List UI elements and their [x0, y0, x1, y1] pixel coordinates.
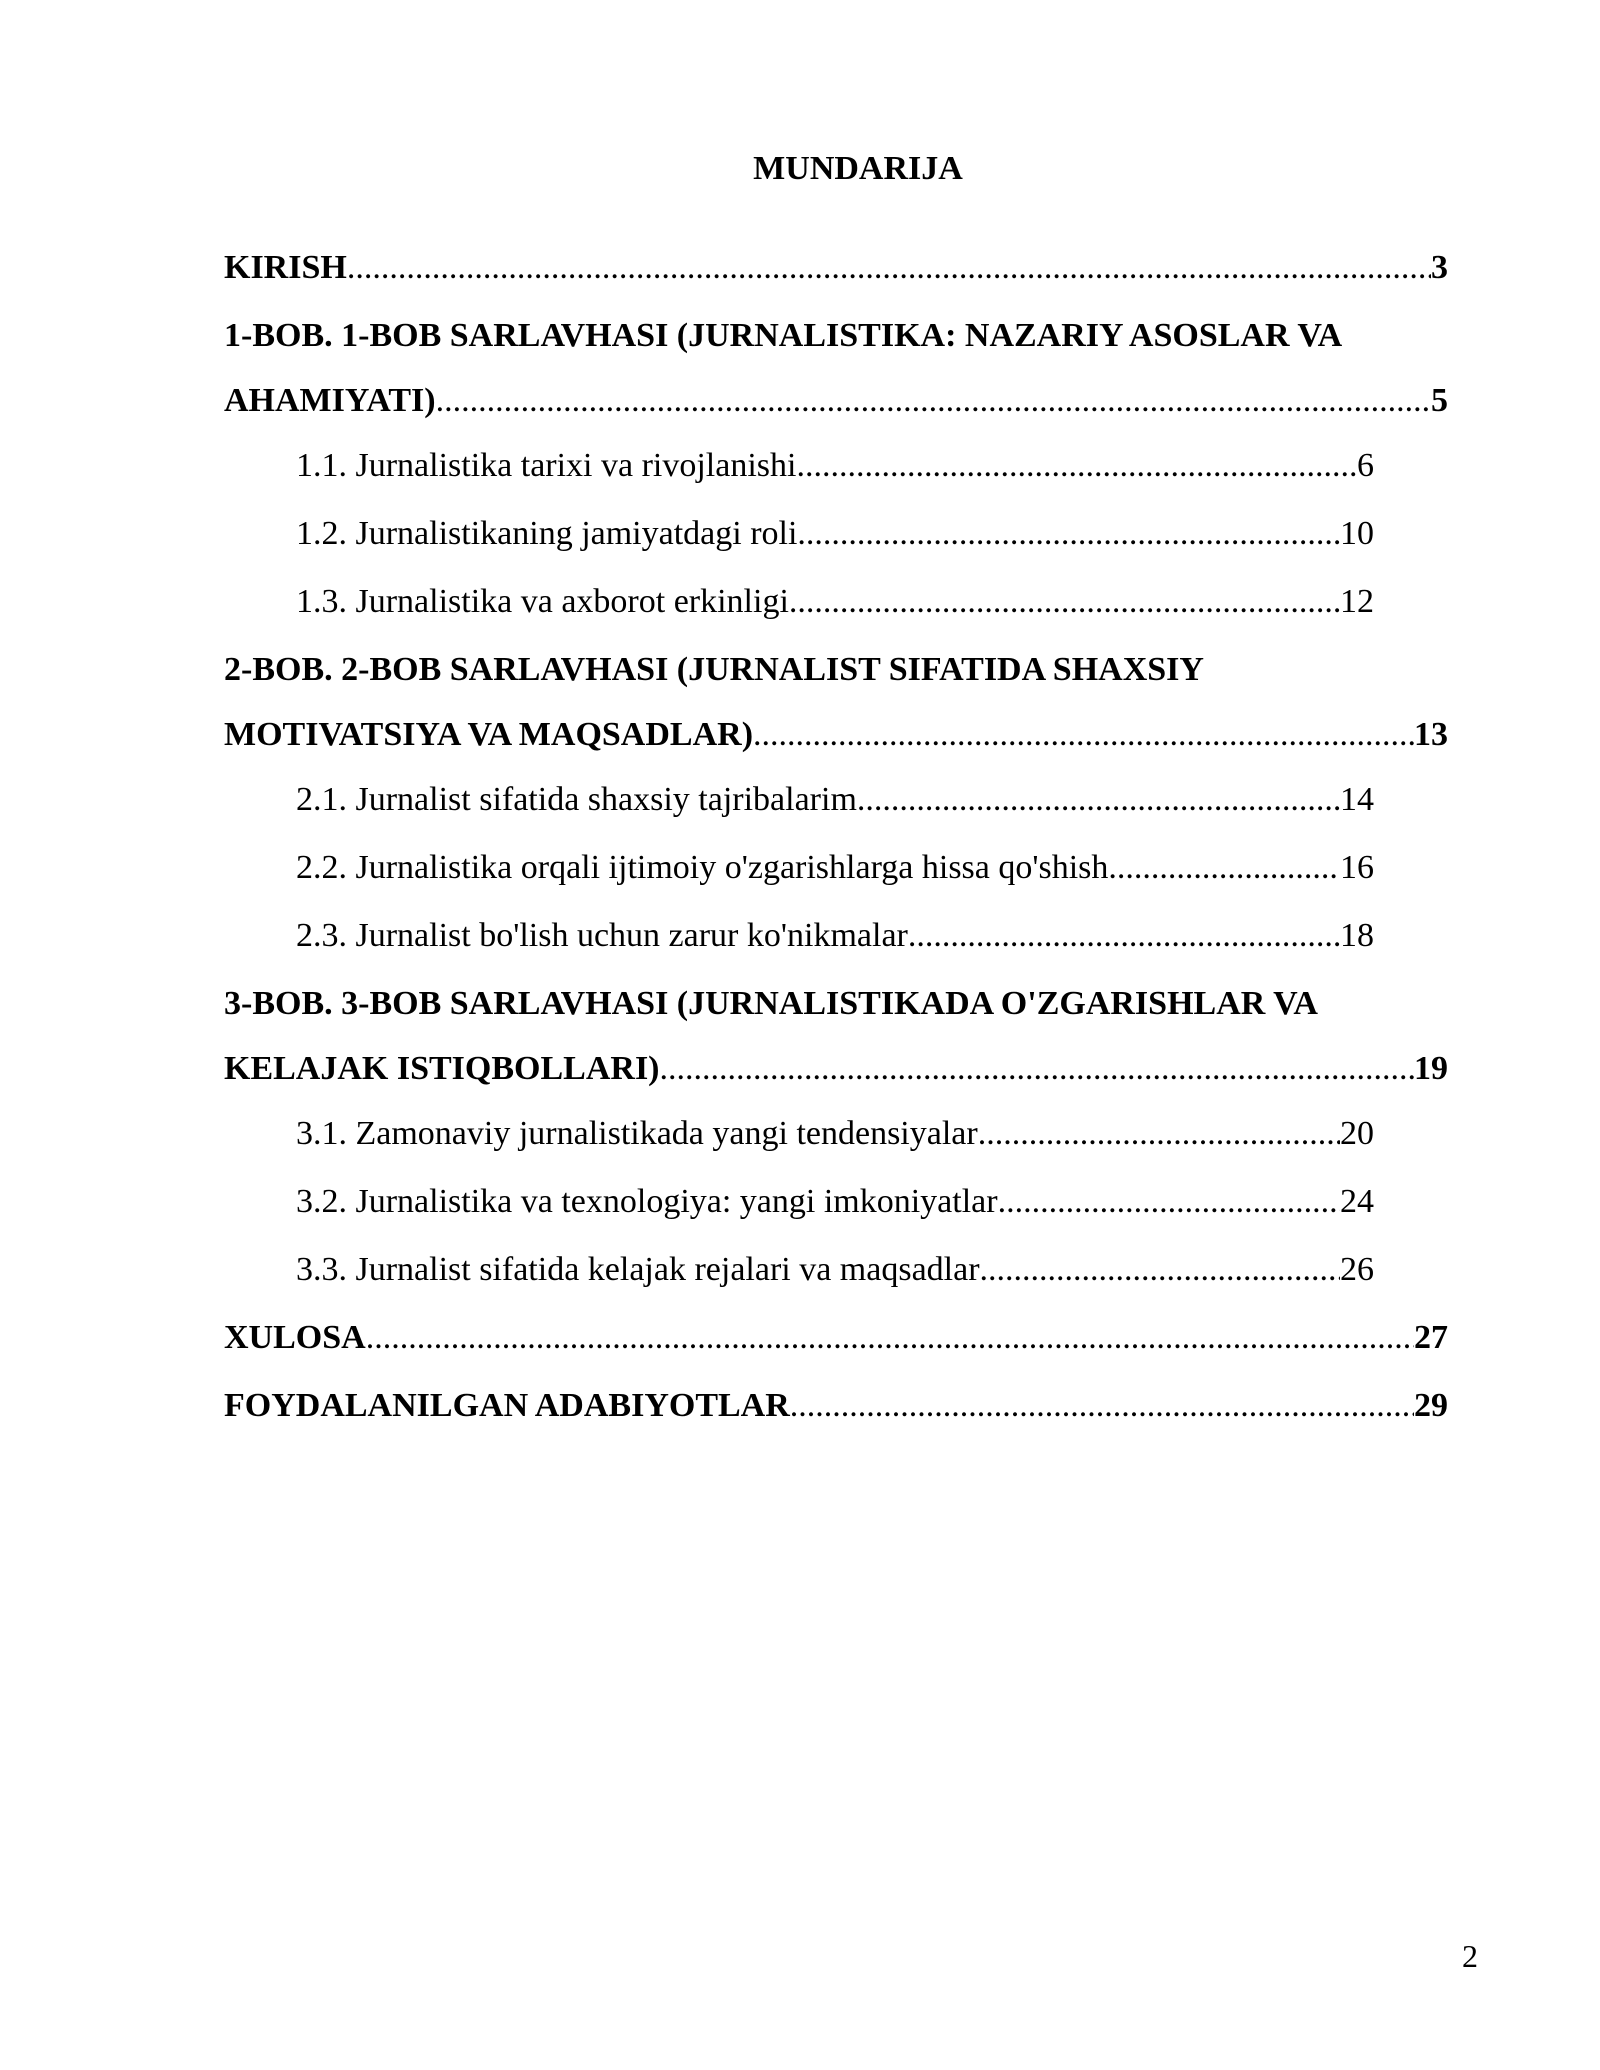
dot-leader — [980, 1236, 1340, 1304]
toc-page: 27 — [1414, 1319, 1448, 1356]
toc-page: 18 — [1340, 917, 1374, 954]
dot-leader — [660, 1038, 1415, 1100]
toc-label: 3.3. Jurnalist sifatida kelajak rejalari va maqsadlar — [296, 1251, 980, 1288]
toc-chapter-title-line2: MOTIVATSIYA VA MAQSADLAR) — [224, 716, 754, 753]
toc-entry-1-2[interactable] — [296, 500, 1374, 568]
toc-chapter-title-line2: AHAMIYATI) — [224, 382, 436, 419]
dot-leader — [790, 1372, 1414, 1440]
toc-label: 2.3. Jurnalist bo'lish uchun zarur ko'nikmalar — [296, 917, 908, 954]
toc-page: 13 — [1414, 716, 1448, 753]
dot-leader — [1108, 834, 1340, 902]
dot-leader — [753, 704, 1414, 766]
dot-leader — [998, 1168, 1340, 1236]
toc-page: 10 — [1340, 515, 1374, 552]
toc-entry-2-1[interactable] — [296, 766, 1374, 834]
dot-leader — [978, 1100, 1340, 1168]
toc-entry-1-3[interactable] — [296, 568, 1374, 636]
toc-label: 1.1. Jurnalistika tarixi va rivojlanishi — [296, 447, 797, 484]
toc-chapter-title-line1: 1-BOB. 1-BOB SARLAVHASI (JURNALISTIKA: NAZARIY ASOSLAR VA — [224, 317, 1343, 354]
toc-label: 1.2. Jurnalistikaning jamiyatdagi roli — [296, 515, 798, 552]
toc-entry-3-1[interactable] — [296, 1100, 1374, 1168]
toc-entry-xulosa[interactable] — [224, 1304, 1448, 1372]
toc-page: 20 — [1340, 1115, 1374, 1152]
dot-leader — [797, 500, 1340, 568]
toc-entry-chapter-3[interactable] — [224, 970, 1448, 1100]
toc-page: 6 — [1357, 447, 1374, 484]
dot-leader — [857, 766, 1340, 834]
toc-page: 19 — [1414, 1050, 1448, 1087]
dot-leader — [366, 1304, 1414, 1372]
dot-leader — [789, 568, 1340, 636]
toc-label: 3.1. Zamonaviy jurnalistikada yangi tendensiyalar — [296, 1115, 978, 1152]
toc-page: 29 — [1414, 1387, 1448, 1424]
toc-chapter-title-line1: 2-BOB. 2-BOB SARLAVHASI (JURNALIST SIFATIDA SHAXSIY — [224, 651, 1204, 688]
toc-entry-kirish[interactable] — [224, 234, 1448, 302]
toc-label: FOYDALANILGAN ADABIYOTLAR — [224, 1387, 790, 1424]
toc-entry-3-3[interactable] — [296, 1236, 1374, 1304]
toc-label: 2.1. Jurnalist sifatida shaxsiy tajribalarim — [296, 781, 857, 818]
page-title: MUNDARIJA — [753, 150, 963, 187]
table-of-contents — [224, 234, 1448, 1440]
toc-label: 3.2. Jurnalistika va texnologiya: yangi imkoniyatlar — [296, 1183, 998, 1220]
toc-label: 1.3. Jurnalistika va axborot erkinligi — [296, 583, 789, 620]
toc-label: 2.2. Jurnalistika orqali ijtimoiy o'zgarishlarga hissa qo'shish — [296, 849, 1109, 886]
toc-entry-1-1[interactable] — [296, 432, 1374, 500]
dot-leader — [908, 902, 1340, 970]
toc-page: 5 — [1431, 382, 1448, 419]
toc-entry-adabiyotlar[interactable] — [224, 1372, 1448, 1440]
toc-entry-chapter-2[interactable] — [224, 636, 1448, 766]
toc-page: 24 — [1340, 1183, 1374, 1220]
toc-page: 3 — [1431, 249, 1448, 286]
toc-entry-3-2[interactable] — [296, 1168, 1374, 1236]
toc-page: 26 — [1340, 1251, 1374, 1288]
toc-chapter-title-line1: 3-BOB. 3-BOB SARLAVHASI (JURNALISTIKADA O'ZGARISHLAR VA — [224, 985, 1318, 1022]
toc-entry-chapter-1[interactable] — [224, 302, 1448, 432]
toc-entry-2-2[interactable] — [296, 834, 1374, 902]
dot-leader — [436, 370, 1431, 432]
dot-leader — [796, 432, 1357, 500]
toc-page: 14 — [1340, 781, 1374, 818]
page-number: 2 — [1462, 1938, 1478, 1974]
toc-entry-2-3[interactable] — [296, 902, 1374, 970]
dot-leader — [347, 234, 1431, 302]
toc-chapter-title-line2: KELAJAK ISTIQBOLLARI) — [224, 1050, 660, 1087]
toc-page: 16 — [1340, 849, 1374, 886]
toc-page: 12 — [1340, 583, 1374, 620]
toc-label: XULOSA — [224, 1319, 366, 1356]
toc-label: KIRISH — [224, 249, 347, 286]
